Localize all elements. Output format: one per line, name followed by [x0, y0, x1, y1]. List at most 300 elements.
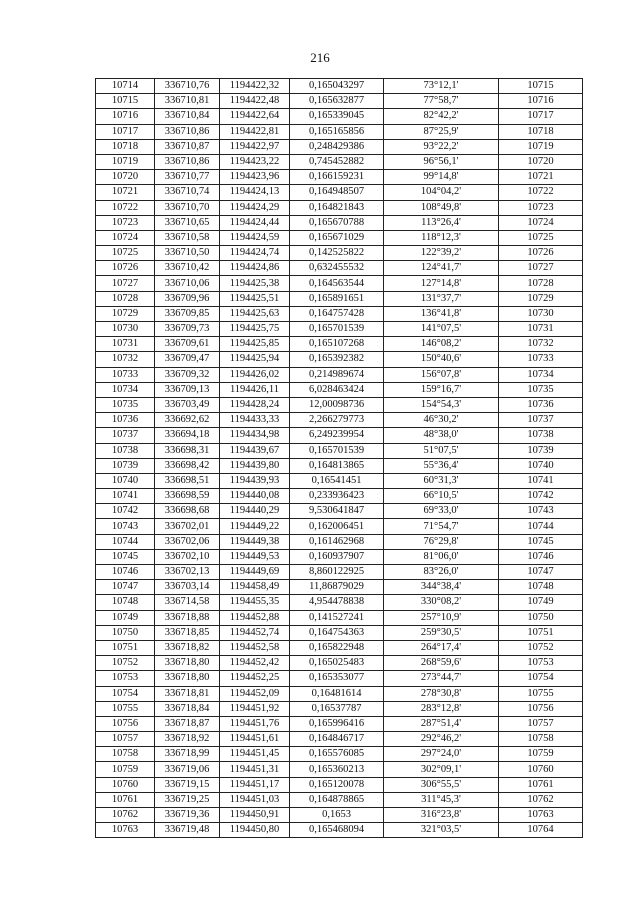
table-row [96, 732, 583, 747]
coordinates-table [95, 78, 583, 838]
point-id-cell: 10746 [96, 565, 155, 580]
table-row [96, 200, 583, 215]
next-point-cell: 10745 [499, 534, 583, 549]
y-coordinate-cell: 1194449,53 [220, 549, 290, 564]
table-row [96, 230, 583, 245]
next-point-cell: 10735 [499, 382, 583, 397]
x-coordinate-cell: 336710,86 [155, 154, 220, 169]
y-coordinate-cell: 1194451,31 [220, 762, 290, 777]
bearing-cell: 60°31,3' [384, 473, 499, 488]
table-row [96, 458, 583, 473]
distance-cell: 0,164754363 [290, 625, 384, 640]
next-point-cell: 10754 [499, 671, 583, 686]
next-point-cell: 10762 [499, 792, 583, 807]
table-row [96, 656, 583, 671]
point-id-cell: 10716 [96, 109, 155, 124]
point-id-cell: 10724 [96, 230, 155, 245]
y-coordinate-cell: 1194452,88 [220, 610, 290, 625]
y-coordinate-cell: 1194422,48 [220, 94, 290, 109]
x-coordinate-cell: 336710,42 [155, 261, 220, 276]
distance-cell: 0,166159231 [290, 170, 384, 185]
next-point-cell: 10743 [499, 504, 583, 519]
next-point-cell: 10738 [499, 428, 583, 443]
next-point-cell: 10726 [499, 246, 583, 261]
x-coordinate-cell: 336718,80 [155, 656, 220, 671]
next-point-cell: 10742 [499, 489, 583, 504]
distance-cell: 0,141527241 [290, 610, 384, 625]
y-coordinate-cell: 1194451,17 [220, 777, 290, 792]
next-point-cell: 10734 [499, 367, 583, 382]
next-point-cell: 10728 [499, 276, 583, 291]
y-coordinate-cell: 1194451,92 [220, 701, 290, 716]
table-row [96, 291, 583, 306]
point-id-cell: 10719 [96, 154, 155, 169]
distance-cell: 0,164878865 [290, 792, 384, 807]
x-coordinate-cell: 336718,85 [155, 625, 220, 640]
table-row [96, 154, 583, 169]
point-id-cell: 10742 [96, 504, 155, 519]
point-id-cell: 10759 [96, 762, 155, 777]
bearing-cell: 321°03,5' [384, 823, 499, 838]
distance-cell: 0,165120078 [290, 777, 384, 792]
next-point-cell: 10717 [499, 109, 583, 124]
point-id-cell: 10750 [96, 625, 155, 640]
table-row [96, 808, 583, 823]
y-coordinate-cell: 1194449,22 [220, 519, 290, 534]
y-coordinate-cell: 1194425,85 [220, 337, 290, 352]
x-coordinate-cell: 336702,06 [155, 534, 220, 549]
bearing-cell: 76°29,8' [384, 534, 499, 549]
next-point-cell: 10718 [499, 124, 583, 139]
point-id-cell: 10760 [96, 777, 155, 792]
bearing-cell: 55°36,4' [384, 458, 499, 473]
distance-cell: 0,142525822 [290, 246, 384, 261]
next-point-cell: 10757 [499, 716, 583, 731]
bearing-cell: 113°26,4' [384, 215, 499, 230]
next-point-cell: 10763 [499, 808, 583, 823]
x-coordinate-cell: 336710,77 [155, 170, 220, 185]
y-coordinate-cell: 1194449,69 [220, 565, 290, 580]
distance-cell: 0,16537787 [290, 701, 384, 716]
x-coordinate-cell: 336694,18 [155, 428, 220, 443]
bearing-cell: 104°04,2' [384, 185, 499, 200]
x-coordinate-cell: 336698,59 [155, 489, 220, 504]
bearing-cell: 257°10,9' [384, 610, 499, 625]
distance-cell: 0,632455532 [290, 261, 384, 276]
x-coordinate-cell: 336710,84 [155, 109, 220, 124]
bearing-cell: 127°14,8' [384, 276, 499, 291]
x-coordinate-cell: 336719,25 [155, 792, 220, 807]
y-coordinate-cell: 1194423,96 [220, 170, 290, 185]
next-point-cell: 10732 [499, 337, 583, 352]
table-row [96, 565, 583, 580]
y-coordinate-cell: 1194425,94 [220, 352, 290, 367]
x-coordinate-cell: 336718,99 [155, 747, 220, 762]
point-id-cell: 10762 [96, 808, 155, 823]
distance-cell: 0,165107268 [290, 337, 384, 352]
x-coordinate-cell: 336709,96 [155, 291, 220, 306]
point-id-cell: 10718 [96, 139, 155, 154]
x-coordinate-cell: 336702,01 [155, 519, 220, 534]
y-coordinate-cell: 1194424,44 [220, 215, 290, 230]
bearing-cell: 278°30,8' [384, 686, 499, 701]
point-id-cell: 10721 [96, 185, 155, 200]
bearing-cell: 87°25,9' [384, 124, 499, 139]
distance-cell: 0,165701539 [290, 322, 384, 337]
bearing-cell: 93°22,2' [384, 139, 499, 154]
next-point-cell: 10741 [499, 473, 583, 488]
y-coordinate-cell: 1194451,61 [220, 732, 290, 747]
point-id-cell: 10756 [96, 716, 155, 731]
x-coordinate-cell: 336698,68 [155, 504, 220, 519]
point-id-cell: 10731 [96, 337, 155, 352]
bearing-cell: 159°16,7' [384, 382, 499, 397]
x-coordinate-cell: 336718,80 [155, 671, 220, 686]
table-row [96, 473, 583, 488]
table-row [96, 792, 583, 807]
distance-cell: 0,164821843 [290, 200, 384, 215]
bearing-cell: 146°08,2' [384, 337, 499, 352]
point-id-cell: 10737 [96, 428, 155, 443]
point-id-cell: 10752 [96, 656, 155, 671]
table-row [96, 762, 583, 777]
table-row [96, 747, 583, 762]
y-coordinate-cell: 1194422,32 [220, 79, 290, 94]
bearing-cell: 118°12,3' [384, 230, 499, 245]
y-coordinate-cell: 1194424,59 [220, 230, 290, 245]
bearing-cell: 83°26,0' [384, 565, 499, 580]
x-coordinate-cell: 336709,61 [155, 337, 220, 352]
point-id-cell: 10732 [96, 352, 155, 367]
point-id-cell: 10726 [96, 261, 155, 276]
y-coordinate-cell: 1194458,49 [220, 580, 290, 595]
x-coordinate-cell: 336703,14 [155, 580, 220, 595]
table-row [96, 823, 583, 838]
y-coordinate-cell: 1194422,64 [220, 109, 290, 124]
bearing-cell: 292°46,2' [384, 732, 499, 747]
x-coordinate-cell: 336718,81 [155, 686, 220, 701]
distance-cell: 9,530641847 [290, 504, 384, 519]
table-row [96, 170, 583, 185]
next-point-cell: 10737 [499, 413, 583, 428]
point-id-cell: 10744 [96, 534, 155, 549]
bearing-cell: 306°55,5' [384, 777, 499, 792]
y-coordinate-cell: 1194425,51 [220, 291, 290, 306]
next-point-cell: 10740 [499, 458, 583, 473]
table-row [96, 686, 583, 701]
bearing-cell: 73°12,1' [384, 79, 499, 94]
bearing-cell: 311°45,3' [384, 792, 499, 807]
table-row [96, 276, 583, 291]
next-point-cell: 10716 [499, 94, 583, 109]
distance-cell: 0,164948507 [290, 185, 384, 200]
x-coordinate-cell: 336714,58 [155, 595, 220, 610]
bearing-cell: 273°44,7' [384, 671, 499, 686]
x-coordinate-cell: 336718,87 [155, 716, 220, 731]
bearing-cell: 108°49,8' [384, 200, 499, 215]
point-id-cell: 10739 [96, 458, 155, 473]
bearing-cell: 259°30,5' [384, 625, 499, 640]
x-coordinate-cell: 336692,62 [155, 413, 220, 428]
next-point-cell: 10755 [499, 686, 583, 701]
table-row [96, 397, 583, 412]
y-coordinate-cell: 1194439,80 [220, 458, 290, 473]
table-row [96, 777, 583, 792]
next-point-cell: 10744 [499, 519, 583, 534]
point-id-cell: 10736 [96, 413, 155, 428]
x-coordinate-cell: 336710,58 [155, 230, 220, 245]
table-row [96, 124, 583, 139]
point-id-cell: 10729 [96, 306, 155, 321]
point-id-cell: 10730 [96, 322, 155, 337]
distance-cell: 0,165360213 [290, 762, 384, 777]
y-coordinate-cell: 1194452,09 [220, 686, 290, 701]
bearing-cell: 124°41,7' [384, 261, 499, 276]
y-coordinate-cell: 1194424,74 [220, 246, 290, 261]
table-row [96, 671, 583, 686]
next-point-cell: 10733 [499, 352, 583, 367]
table-row [96, 367, 583, 382]
distance-cell: 0,16541451 [290, 473, 384, 488]
bearing-cell: 81°06,0' [384, 549, 499, 564]
table-row [96, 215, 583, 230]
y-coordinate-cell: 1194451,45 [220, 747, 290, 762]
distance-cell: 0,214989674 [290, 367, 384, 382]
distance-cell: 2,266279773 [290, 413, 384, 428]
y-coordinate-cell: 1194452,25 [220, 671, 290, 686]
x-coordinate-cell: 336718,92 [155, 732, 220, 747]
y-coordinate-cell: 1194424,29 [220, 200, 290, 215]
next-point-cell: 10731 [499, 322, 583, 337]
y-coordinate-cell: 1194440,29 [220, 504, 290, 519]
x-coordinate-cell: 336710,74 [155, 185, 220, 200]
bearing-cell: 66°10,5' [384, 489, 499, 504]
x-coordinate-cell: 336719,48 [155, 823, 220, 838]
x-coordinate-cell: 336710,50 [155, 246, 220, 261]
next-point-cell: 10748 [499, 580, 583, 595]
point-id-cell: 10738 [96, 443, 155, 458]
x-coordinate-cell: 336710,76 [155, 79, 220, 94]
y-coordinate-cell: 1194439,67 [220, 443, 290, 458]
point-id-cell: 10757 [96, 732, 155, 747]
distance-cell: 0,165392382 [290, 352, 384, 367]
bearing-cell: 48°38,0' [384, 428, 499, 443]
point-id-cell: 10720 [96, 170, 155, 185]
y-coordinate-cell: 1194425,38 [220, 276, 290, 291]
point-id-cell: 10754 [96, 686, 155, 701]
page-number: 216 [310, 50, 330, 65]
next-point-cell: 10720 [499, 154, 583, 169]
x-coordinate-cell: 336710,06 [155, 276, 220, 291]
table-row [96, 306, 583, 321]
bearing-cell: 51°07,5' [384, 443, 499, 458]
distance-cell: 0,165891651 [290, 291, 384, 306]
table-row [96, 534, 583, 549]
table-row [96, 595, 583, 610]
next-point-cell: 10764 [499, 823, 583, 838]
point-id-cell: 10734 [96, 382, 155, 397]
next-point-cell: 10722 [499, 185, 583, 200]
next-point-cell: 10750 [499, 610, 583, 625]
next-point-cell: 10725 [499, 230, 583, 245]
distance-cell: 0,165632877 [290, 94, 384, 109]
next-point-cell: 10724 [499, 215, 583, 230]
x-coordinate-cell: 336698,51 [155, 473, 220, 488]
x-coordinate-cell: 336719,06 [155, 762, 220, 777]
next-point-cell: 10759 [499, 747, 583, 762]
distance-cell: 12,00098736 [290, 397, 384, 412]
bearing-cell: 131°37,7' [384, 291, 499, 306]
x-coordinate-cell: 336710,65 [155, 215, 220, 230]
y-coordinate-cell: 1194455,35 [220, 595, 290, 610]
point-id-cell: 10755 [96, 701, 155, 716]
x-coordinate-cell: 336698,42 [155, 458, 220, 473]
y-coordinate-cell: 1194450,80 [220, 823, 290, 838]
point-id-cell: 10733 [96, 367, 155, 382]
table-row [96, 382, 583, 397]
bearing-cell: 82°42,2' [384, 109, 499, 124]
distance-cell: 0,164813865 [290, 458, 384, 473]
distance-cell: 0,165165856 [290, 124, 384, 139]
point-id-cell: 10735 [96, 397, 155, 412]
y-coordinate-cell: 1194440,08 [220, 489, 290, 504]
y-coordinate-cell: 1194451,03 [220, 792, 290, 807]
next-point-cell: 10752 [499, 640, 583, 655]
x-coordinate-cell: 336709,13 [155, 382, 220, 397]
bearing-cell: 268°59,6' [384, 656, 499, 671]
x-coordinate-cell: 336698,31 [155, 443, 220, 458]
y-coordinate-cell: 1194452,74 [220, 625, 290, 640]
point-id-cell: 10725 [96, 246, 155, 261]
y-coordinate-cell: 1194422,97 [220, 139, 290, 154]
bearing-cell: 96°56,1' [384, 154, 499, 169]
x-coordinate-cell: 336709,32 [155, 367, 220, 382]
x-coordinate-cell: 336709,47 [155, 352, 220, 367]
point-id-cell: 10722 [96, 200, 155, 215]
table-row [96, 79, 583, 94]
table-row [96, 185, 583, 200]
table-row [96, 139, 583, 154]
distance-cell: 0,165339045 [290, 109, 384, 124]
y-coordinate-cell: 1194422,81 [220, 124, 290, 139]
y-coordinate-cell: 1194449,38 [220, 534, 290, 549]
distance-cell: 0,164563544 [290, 276, 384, 291]
distance-cell: 0,165996416 [290, 716, 384, 731]
table-row [96, 443, 583, 458]
distance-cell: 0,1653 [290, 808, 384, 823]
distance-cell: 0,165670788 [290, 215, 384, 230]
point-id-cell: 10741 [96, 489, 155, 504]
distance-cell: 8,860122925 [290, 565, 384, 580]
x-coordinate-cell: 336718,82 [155, 640, 220, 655]
x-coordinate-cell: 336718,88 [155, 610, 220, 625]
table-row [96, 701, 583, 716]
x-coordinate-cell: 336719,36 [155, 808, 220, 823]
bearing-cell: 154°54,3' [384, 397, 499, 412]
bearing-cell: 122°39,2' [384, 246, 499, 261]
x-coordinate-cell: 336719,15 [155, 777, 220, 792]
distance-cell: 0,165822948 [290, 640, 384, 655]
next-point-cell: 10723 [499, 200, 583, 215]
bearing-cell: 264°17,4' [384, 640, 499, 655]
point-id-cell: 10714 [96, 79, 155, 94]
point-id-cell: 10723 [96, 215, 155, 230]
next-point-cell: 10736 [499, 397, 583, 412]
distance-cell: 0,16481614 [290, 686, 384, 701]
next-point-cell: 10721 [499, 170, 583, 185]
bearing-cell: 71°54,7' [384, 519, 499, 534]
distance-cell: 0,165025483 [290, 656, 384, 671]
next-point-cell: 10719 [499, 139, 583, 154]
table-row [96, 261, 583, 276]
distance-cell: 0,165353077 [290, 671, 384, 686]
distance-cell: 0,248429386 [290, 139, 384, 154]
table-body [96, 79, 583, 838]
y-coordinate-cell: 1194451,76 [220, 716, 290, 731]
next-point-cell: 10739 [499, 443, 583, 458]
bearing-cell: 136°41,8' [384, 306, 499, 321]
y-coordinate-cell: 1194425,75 [220, 322, 290, 337]
x-coordinate-cell: 336710,87 [155, 139, 220, 154]
distance-cell: 6,249239954 [290, 428, 384, 443]
table-row [96, 489, 583, 504]
distance-cell: 0,164846717 [290, 732, 384, 747]
table-row [96, 322, 583, 337]
bearing-cell: 283°12,8' [384, 701, 499, 716]
next-point-cell: 10749 [499, 595, 583, 610]
next-point-cell: 10715 [499, 79, 583, 94]
y-coordinate-cell: 1194424,13 [220, 185, 290, 200]
distance-cell: 0,160937907 [290, 549, 384, 564]
point-id-cell: 10747 [96, 580, 155, 595]
point-id-cell: 10727 [96, 276, 155, 291]
next-point-cell: 10727 [499, 261, 583, 276]
point-id-cell: 10717 [96, 124, 155, 139]
y-coordinate-cell: 1194426,02 [220, 367, 290, 382]
next-point-cell: 10753 [499, 656, 583, 671]
distance-cell: 11,86879029 [290, 580, 384, 595]
distance-cell: 0,745452882 [290, 154, 384, 169]
y-coordinate-cell: 1194433,33 [220, 413, 290, 428]
distance-cell: 0,162006451 [290, 519, 384, 534]
next-point-cell: 10729 [499, 291, 583, 306]
next-point-cell: 10751 [499, 625, 583, 640]
next-point-cell: 10761 [499, 777, 583, 792]
bearing-cell: 344°38,4' [384, 580, 499, 595]
next-point-cell: 10730 [499, 306, 583, 321]
bearing-cell: 297°24,0' [384, 747, 499, 762]
distance-cell: 0,165468094 [290, 823, 384, 838]
point-id-cell: 10753 [96, 671, 155, 686]
table-row [96, 246, 583, 261]
bearing-cell: 150°40,6' [384, 352, 499, 367]
distance-cell: 6,028463424 [290, 382, 384, 397]
distance-cell: 0,165701539 [290, 443, 384, 458]
point-id-cell: 10763 [96, 823, 155, 838]
table-row [96, 94, 583, 109]
point-id-cell: 10758 [96, 747, 155, 762]
point-id-cell: 10761 [96, 792, 155, 807]
x-coordinate-cell: 336702,10 [155, 549, 220, 564]
table-row [96, 352, 583, 367]
table-row [96, 519, 583, 534]
next-point-cell: 10747 [499, 565, 583, 580]
table-row [96, 109, 583, 124]
next-point-cell: 10756 [499, 701, 583, 716]
distance-cell: 0,165671029 [290, 230, 384, 245]
distance-cell: 0,165576085 [290, 747, 384, 762]
y-coordinate-cell: 1194439,93 [220, 473, 290, 488]
